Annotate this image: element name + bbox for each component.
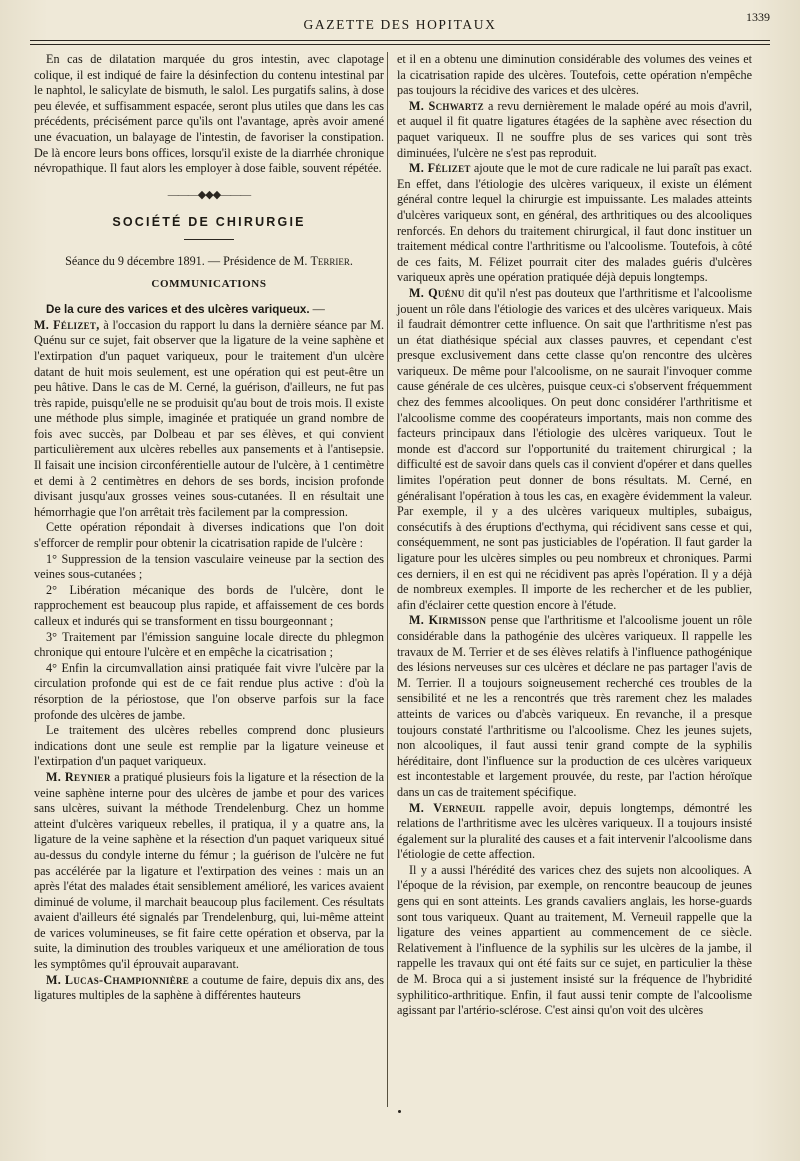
session-line bbox=[34, 254, 384, 270]
section-ornament: ———◆◆◆——— bbox=[167, 188, 251, 201]
paragraph-text: dit qu'il n'est pas douteux que l'arthritisme et l'alcoolisme jouent un rôle dans l'étiologie des varices et des ulcères variqueux. Mais il faudrait démontrer cette influence. On sait que l'arthritisme n'est pas un état diathésique spécial aux classes pauvres, et cependant c'est presque exclusivement dans cette classe qu'on rencontre des ulcères variqueux. De même pour l'alcoolisme, on ne saurait l'invoquer comme cause générale de ces ulcères, puisque ceux-ci s'observent fréquemment chez des femmes alcooliques. On peut donc considérer l'arthritisme et l'alcoolisme comme des coopérateurs importants, mais non comme des facteurs principaux dans l'étiologie des ulcères variqueux. Tout le monde est d'accord sur l'opportunité du traitement chirurgical ; la difficulté est de savoir dans quels cas il convient d'opérer et dans quelles limites l'opération peut donner de bons résultats. M. Cerné, en généralisant l'opération à tous les cas, en exagère évidemment la valeur. Par exemple, il y a des ulcères variqueux multiples, subaigus, consécutifs à des éruptions d'ecthyma, qui récidivent sans cesse et qui, conséquemment, ne sont pas justiciables de l'opération. Il faut garder la ligature pour les ulcères simples ou peu nombreux et chroniques. Parmi ces derniers, il en est qui ne récidivent pas après l'opération. Il y a déjà de nombreux exemples. Il importe de les rechercher et de les publier, afin d'éclairer cette question encore à l'étude. bbox=[397, 285, 752, 612]
list-item-3: 3° Traitement par l'émission sanguine locale directe du phlegmon chronique qui entoure l'ulcère et en empêche la cicatrisation ; bbox=[34, 629, 384, 660]
column-divider bbox=[387, 52, 388, 1107]
paragraph-indications: Cette opération répondait à diverses indications que l'on doit s'efforcer de remplir pour obtenir la cicatrisation rapide de l'ulcère : bbox=[34, 520, 384, 551]
short-rule bbox=[184, 239, 234, 240]
speaker-name: M. Kirmisson bbox=[409, 613, 487, 628]
header-rule-thin bbox=[30, 44, 770, 45]
speaker-name: M. Lucas-Championnière bbox=[46, 972, 190, 987]
paragraph-reynier bbox=[34, 770, 384, 973]
paragraph-kirmisson bbox=[397, 613, 752, 800]
list-item-2: 2° Libération mécanique des bords de l'ulcère, dont le rapprochement est beaucoup plus rapide, et affaissement de ces bords calleux et indurés qui se transforment en tissu bourgeonnant ; bbox=[34, 582, 384, 628]
communications-heading: COMMUNICATIONS bbox=[151, 277, 267, 290]
topic-title: De la cure des varices et des ulcères variqueux. bbox=[46, 303, 310, 317]
paragraph-schwartz bbox=[397, 99, 752, 161]
paragraph-text: a pratiqué plusieurs fois la ligature et la résection de la veine saphène interne pour des ulcères de jambe et pour des varices sans ulcères, suivant la méthode Trendelenburg. Chez un homme atteint d'ulcères variqueux rebelles, il pratiqua, il y a quatre ans, la ligature de la veine saphène et la résection d'un paquet variqueux situé au-dessus du condyle interne du fémur ; la guérison de l'ulcère ne fut pas accélérée par la ligature et l'extirpation des veines : mais un an après l'état des malades était sensiblement amélioré, les varices avaient diminué de volume, il marchait beaucoup plus facilement. Ces résultats avaient d'ailleurs été signalés par Trendelenburg, qui, lui-même atteint de varices volumineuses, se fit faire cette opération et observa, par la suite, la diminution des troubles variqueux et une amélioration de tous les symptômes qu'il éprouvait auparavant. bbox=[34, 769, 385, 972]
paragraph-lucas-championniere bbox=[34, 973, 384, 1004]
topic-heading: De la cure des varices et des ulcères variqueux. — bbox=[46, 302, 325, 317]
intro-paragraph: En cas de dilatation marquée du gros intestin, avec clapotage colique, il est indiqué de faire la désinfection du contenu intestinal par le naphtol, le salicylate de bismuth, le salol. Les purgatifs salins, à dose peu élevée, et suffisamment espacée, seront plus utiles que dans les cas précédents, précisément parce qu'ils ont l'avantage, après avoir amené une évacuation, un balayage de l'intestin, de favoriser la constipation. De là encore leurs bons offices, lorsqu'il existe de la diarrhée chronique névropathique. Il faut alors les employer à dose faible, souvent répétée. bbox=[34, 52, 384, 176]
list-item-1: 1° Suppression de la tension vasculaire veineuse par la section des veines sous-cutanées ; bbox=[34, 551, 384, 582]
session-president: Terrier. bbox=[310, 253, 353, 268]
paragraph-text: pense que l'arthritisme et l'alcoolisme jouent un rôle considérable dans la pathogénie des ulcères variqueux. Il rappelle les travaux de M. Terrier et de ses élèves relatifs à l'influence pathogénique des lésions nerveuses sur ces ulcères et déclare ne pas partager l'avis de M. Terrier. Il a toujours soigneusement recherché ces troubles de la sensibilité et ne les a rencontrés que très rarement chez les malades atteints de varices ou d'abcès variqueux. En revanche, il a presque toujours constaté l'arthritisme ou l'alcoolisme. Chez les jeunes sujets, non alcooliques, il faut aussi tenir grand compte de la syphilis héréditaire, dont l'influence sur la production de ces ulcères variqueux est incontestable et largement prouvée, du reste, par l'action héroïque dans un cas de traitement spécifique. bbox=[397, 613, 753, 799]
paragraph-quenu bbox=[397, 286, 752, 613]
gazette-title: GAZETTE DES HOPITAUX bbox=[303, 17, 497, 32]
list-item-4: 4° Enfin la circumvallation ainsi pratiquée fait vivre l'ulcère par la circulation profonde qui est de ce fait rendue plus active : d'où la résorption de la périostose, que l'on observe parfois sur la face profonde des ulcères de jambe. bbox=[34, 660, 384, 722]
ink-speck bbox=[398, 1110, 401, 1113]
paragraph-continued: et il en a obtenu une diminution considérable des volumes des veines et la cicatrisation rapide des ulcères. Toutefois, cette opération n'empêche pas toujours la récidive des varices et des ulcères. bbox=[397, 52, 752, 98]
speaker-name: M. Verneuil bbox=[409, 800, 486, 815]
paragraph-text: à l'occasion du rapport lu dans la dernière séance par M. Quénu sur ce sujet, fait observer que la ligature de la veine saphène et l'extirpation d'un paquet variqueux, pour le traitement d'un ulcère datant de huit mois seulement, est une opération qui est peut-être un peu hâtive. Dans le cas de M. Cerné, la guérison, d'ailleurs, ne fut pas très rapide, puisqu'elle ne se produisit qu'au bout de trois mois. Il existe une méthode plus simple, imaginée et pratiquée un grand nombre de fois avec succès, par Dolbeau et par ses élèves, et qui convient particulièrement aux ulcères rebelles aux pansements et à l'antisepsie. Il faisait une incision circonférentielle autour de l'ulcère, à 1 centimètre et demi à 2 centimètres en dehors de ses bords, incision profonde divisant jusqu'aux grosses veines sous-cutanées. Il en résultait une hémorrhagie que l'on arrêtait très facilement par la compression. bbox=[34, 317, 385, 519]
speaker-name: M. Quénu bbox=[409, 285, 465, 300]
paragraph-text: rappelle avoir, depuis longtemps, démontré les relations de l'arthritisme avec les ulcères variqueux. Il a toujours insisté également sur la pluralité des causes et a fait intervenir l'alcoolisme dans l'étiologie de cette affection. bbox=[397, 800, 752, 862]
speaker-name: M. Reynier bbox=[46, 769, 111, 784]
paragraph-felizet bbox=[34, 318, 384, 521]
paragraph-treatment: Le traitement des ulcères rebelles comprend donc plusieurs indications dont une seule est remplie par la ligature veineuse et l'extirpation d'un paquet variqueux. bbox=[34, 723, 384, 769]
society-heading: SOCIÉTÉ DE CHIRURGIE bbox=[112, 215, 306, 230]
paragraph-heredity: Il y a aussi l'hérédité des varices chez des sujets non alcooliques. A l'époque de la révision, par exemple, on rencontre beaucoup de jeunes gens qui en sont atteints. Les grands cavaliers anglais, les horse-guards sont tous variqueux. Quant au traitement, M. Verneuil rappelle que la ligature des veines appartient au commencement de ce siècle. Relativement à l'influence de la syphilis sur les ulcères de la jambe, il rappelle les travaux qui ont été faits sur ce sujet, en particulier la thèse de M. Broca qui a si justement insisté sur la fréquence de l'hybridité syphilitico-arthritique. Enfin, il faut aussi tenir compte de l'alcoolisme agissant par l'artério-sclérose. C'est ainsi qu'on voit des ulcères bbox=[397, 862, 752, 1018]
page-number: 1339 bbox=[746, 10, 770, 24]
speaker-name: M. Félizet bbox=[409, 161, 471, 176]
speaker-name: M. Schwartz bbox=[409, 98, 484, 113]
paragraph-text: a revu dernièrement le malade opéré au mois d'avril, et auquel il fit quatre ligatures étagées de la saphène avec résection du paquet variqueux. Il ne souffre plus de ses varices qui sont très diminuées, l'ulcère ne s'est pas reproduit. bbox=[397, 98, 753, 160]
paragraph-verneuil bbox=[397, 801, 752, 863]
paragraph-felizet-2 bbox=[397, 161, 752, 286]
paragraph-text: ajoute que le mot de cure radicale ne lui paraît pas exact. En effet, dans l'étiologie des ulcères variqueux, il existe un élément général contre lequel la chirurgie est impuissante. Les malades atteints d'ulcères variqueux sont, en général, des arthritiques ou des alcooliques renforcés. En dehors du traitement chirurgical, il faut donc instituer un traitement médical contre l'arthritisme ou l'alcoolisme. Toutefois, à côté de ces faits, M. Félizet pourrait citer des malades guéris d'ulcères variqueux après une opération pratiquée déjà depuis longtemps. bbox=[397, 161, 753, 285]
running-head bbox=[30, 8, 770, 44]
session-text: Séance du 9 décembre 1891. — Présidence de M. bbox=[65, 253, 311, 268]
header-rule bbox=[30, 40, 770, 41]
speaker-name: M. Félizet, bbox=[34, 317, 100, 332]
right-column bbox=[397, 52, 752, 1019]
left-column bbox=[34, 52, 384, 1004]
paragraph-text: a coutume de faire, depuis dix ans, des ligatures multiples de la saphène à différentes hauteurs bbox=[34, 972, 384, 1003]
